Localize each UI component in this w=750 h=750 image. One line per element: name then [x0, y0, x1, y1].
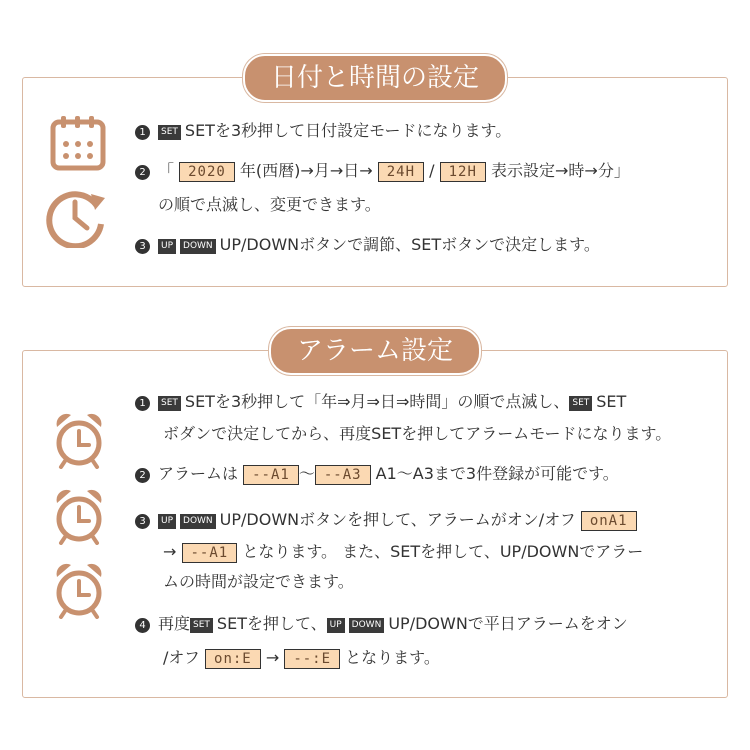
date-time-section [22, 63, 728, 287]
step-number: 2 [135, 165, 150, 180]
alarm-step-3-cont2: ムの時間が設定できます。 [163, 572, 354, 591]
up-key-icon: UP [158, 514, 176, 529]
down-key-icon: DOWN [180, 514, 216, 529]
alarm-clock-icon [51, 561, 107, 619]
up-key-icon: UP [327, 618, 345, 633]
set-key-icon: SET [190, 618, 213, 633]
step-number: 1 [135, 125, 150, 140]
step-number: 2 [135, 468, 150, 483]
calendar-icon [49, 114, 107, 172]
lcd-alarm-a3: --A3 [315, 465, 371, 485]
alarm-step-2: 2 アラームは --A1 〜 --A3 A1〜A3まで3件登録が可能です。 [135, 463, 619, 485]
set-key-icon: SET [158, 125, 181, 140]
lcd-weekday-off: --:E [284, 649, 340, 669]
lcd-weekday-on: on:E [205, 649, 261, 669]
alarm-step-3-cont: → --A1 となります。 また、SETを押して、UP/DOWNでアラー [163, 542, 644, 561]
date-time-title: 日付と時間の設定 [243, 54, 507, 102]
alarm-title: アラーム設定 [269, 327, 481, 375]
step-number: 3 [135, 514, 150, 529]
date-step-2: 2 「 2020 年(西暦)→月→日→ 24H / 12H 表示設定→時→分」 [135, 160, 630, 182]
down-key-icon: DOWN [180, 239, 216, 254]
lcd-alarm-a1: --A1 [243, 465, 299, 485]
alarm-step-4: 4 再度 SET SETを押して、 UP DOWN UP/DOWNで平日アラームをオン [135, 613, 628, 635]
alarm-step-4-cont: /オフ on:E → --:E となります。 [163, 648, 440, 667]
date-step-3: 3 UP DOWN UP/DOWNボタンで調節、SETボタンで決定します。 [135, 234, 600, 256]
alarm-section [22, 336, 728, 698]
lcd-24h: 24H [378, 162, 424, 182]
step-number: 1 [135, 396, 150, 411]
clock-refresh-icon [45, 184, 109, 248]
alarm-step-1-cont: ボダンで決定してから、再度SETを押してアラームモードになります。 [163, 424, 672, 443]
alarm-clock-icon [51, 411, 107, 469]
alarm-step-1: 1 SET SETを3秒押して「年⇒月⇒日⇒時間」の順で点滅し、 SET SET [135, 391, 626, 413]
set-key-icon: SET [158, 396, 181, 411]
lcd-12h: 12H [440, 162, 486, 182]
lcd-year: 2020 [179, 162, 235, 182]
down-key-icon: DOWN [349, 618, 385, 633]
step-number: 3 [135, 239, 150, 254]
step-number: 4 [135, 618, 150, 633]
set-key-icon: SET [569, 396, 592, 411]
lcd-alarm-on: onA1 [581, 511, 637, 531]
alarm-step-3: 3 UP DOWN UP/DOWNボタンを押して、アラームがオン/オフ onA1 [135, 509, 637, 531]
date-step-1: 1 SET SETを3秒押して日付設定モードになります。 [135, 120, 511, 142]
lcd-alarm-off: --A1 [182, 543, 238, 563]
alarm-clock-icon [51, 487, 107, 545]
date-step-2-cont: の順で点滅し、変更できます。 [158, 195, 381, 214]
up-key-icon: UP [158, 239, 176, 254]
